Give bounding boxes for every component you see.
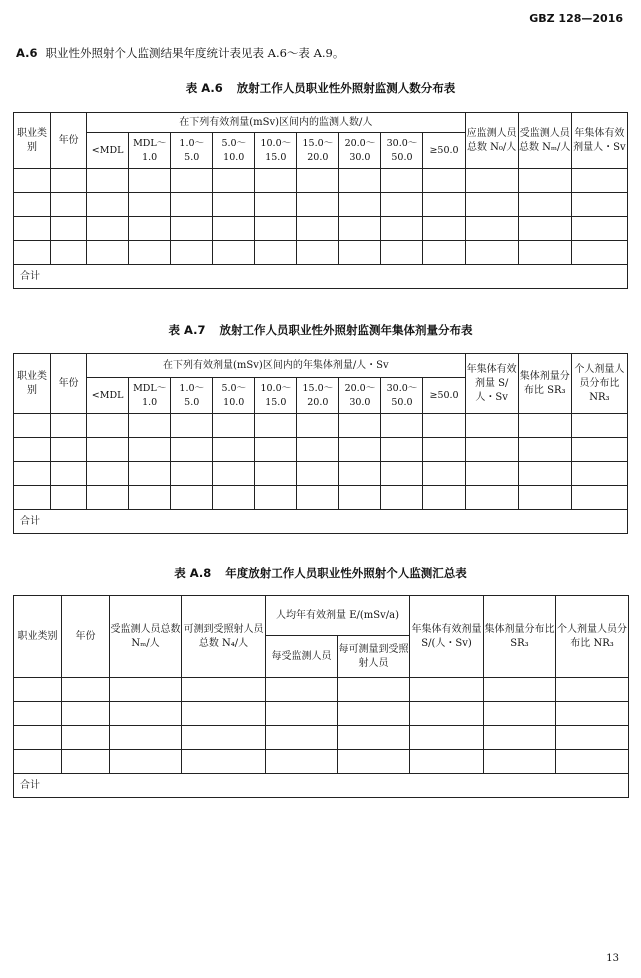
table-a6-number: 表 A.6 bbox=[185, 81, 223, 95]
table-row bbox=[14, 217, 628, 241]
table-a7-caption bbox=[0, 322, 641, 338]
range-1: MDL～ 1.0 bbox=[129, 133, 171, 169]
page-number: 13 bbox=[606, 953, 619, 964]
table-a6 bbox=[13, 112, 628, 289]
range-5: 15.0～ 20.0 bbox=[297, 378, 339, 414]
range-2: 1.0～ 5.0 bbox=[171, 378, 213, 414]
range-5: 15.0～ 20.0 bbox=[297, 133, 339, 169]
intro-line bbox=[16, 45, 344, 61]
col-year: 年份 bbox=[62, 596, 110, 678]
col-measurable-total: 可测到受照射人员总数 N₄/人 bbox=[182, 596, 266, 678]
range-3: 5.0～ 10.0 bbox=[213, 133, 255, 169]
table-row bbox=[14, 726, 629, 750]
range-3: 5.0～ 10.0 bbox=[213, 378, 255, 414]
col-category: 职业类别 bbox=[14, 354, 51, 414]
table-row bbox=[14, 678, 629, 702]
table-a7 bbox=[13, 353, 628, 534]
col-annual-collective: 年集体有效剂量 S/(人・Sv) bbox=[410, 596, 484, 678]
section-label: A.6 bbox=[16, 46, 38, 60]
table-row bbox=[14, 462, 628, 486]
col-nr: 个人剂量人员分布比 NR₃ bbox=[571, 354, 627, 414]
col-category: 职业类别 bbox=[14, 113, 51, 169]
table-a8-title: 年度放射工作人员职业性外照射个人监测汇总表 bbox=[225, 566, 467, 580]
total-row: 合计 bbox=[14, 265, 628, 289]
range-4: 10.0～ 15.0 bbox=[255, 133, 297, 169]
range-ge-50: ≥50.0 bbox=[423, 378, 465, 414]
table-a6-caption bbox=[0, 80, 641, 96]
col-category: 职业类别 bbox=[14, 596, 62, 678]
col-avg-per-measurable: 每可测量到受照射人员 bbox=[338, 636, 410, 678]
dose-range-group-header: 在下列有效剂量(mSv)区间内的年集体剂量/人・Sv bbox=[87, 354, 466, 378]
table-a8-body bbox=[14, 678, 629, 798]
col-monitored-total: 受监测人员总数 Nₘ/人 bbox=[518, 113, 571, 169]
col-avg-dose-group: 人均年有效剂量 E/(mSv/a) bbox=[266, 596, 410, 636]
total-row: 合计 bbox=[14, 510, 628, 534]
range-4: 10.0～ 15.0 bbox=[255, 378, 297, 414]
col-monitored-total: 受监测人员总数 Nₘ/人 bbox=[110, 596, 182, 678]
range-6: 20.0～ 30.0 bbox=[339, 378, 381, 414]
col-annual-collective: 年集体有效剂量 S/人・Sv bbox=[465, 354, 518, 414]
table-a7-title: 放射工作人员职业性外照射监测年集体剂量分布表 bbox=[219, 323, 473, 337]
standard-header: GBZ 128—2016 bbox=[529, 12, 623, 25]
dose-range-group-header: 在下列有效剂量(mSv)区间内的监测人数/人 bbox=[87, 113, 466, 133]
range-1: MDL～ 1.0 bbox=[129, 378, 171, 414]
table-row bbox=[14, 702, 629, 726]
col-required-total: 应监测人员总数 N₀/人 bbox=[465, 113, 518, 169]
range-lt-mdl: <MDL bbox=[87, 133, 129, 169]
col-avg-per-monitored: 每受监测人员 bbox=[266, 636, 338, 678]
table-a6-title: 放射工作人员职业性外照射监测人数分布表 bbox=[236, 81, 456, 95]
table-a6-body bbox=[14, 169, 628, 289]
range-lt-mdl: <MDL bbox=[87, 378, 129, 414]
table-row bbox=[14, 414, 628, 438]
intro-text: 职业性外照射个人监测结果年度统计表见表 A.6～表 A.9。 bbox=[45, 46, 345, 60]
table-row bbox=[14, 438, 628, 462]
table-a8-caption bbox=[0, 565, 641, 581]
col-sr: 集体剂量分布比 SR₃ bbox=[518, 354, 571, 414]
table-a7-body bbox=[14, 414, 628, 534]
table-a8-number: 表 A.8 bbox=[174, 566, 212, 580]
table-row bbox=[14, 169, 628, 193]
col-annual-collective: 年集体有效剂量人・Sv bbox=[571, 113, 627, 169]
table-a7-number: 表 A.7 bbox=[168, 323, 206, 337]
col-nr: 个人剂量人员分布比 NR₃ bbox=[556, 596, 629, 678]
range-ge-50: ≥50.0 bbox=[423, 133, 465, 169]
range-7: 30.0～ 50.0 bbox=[381, 133, 423, 169]
total-row: 合计 bbox=[14, 774, 629, 798]
col-year: 年份 bbox=[51, 354, 87, 414]
range-2: 1.0～ 5.0 bbox=[171, 133, 213, 169]
col-sr: 集体剂量分布比 SR₃ bbox=[484, 596, 556, 678]
table-a8 bbox=[13, 595, 629, 798]
table-row bbox=[14, 750, 629, 774]
range-7: 30.0～ 50.0 bbox=[381, 378, 423, 414]
table-row bbox=[14, 241, 628, 265]
table-row bbox=[14, 193, 628, 217]
table-row bbox=[14, 486, 628, 510]
range-6: 20.0～ 30.0 bbox=[339, 133, 381, 169]
col-year: 年份 bbox=[51, 113, 87, 169]
